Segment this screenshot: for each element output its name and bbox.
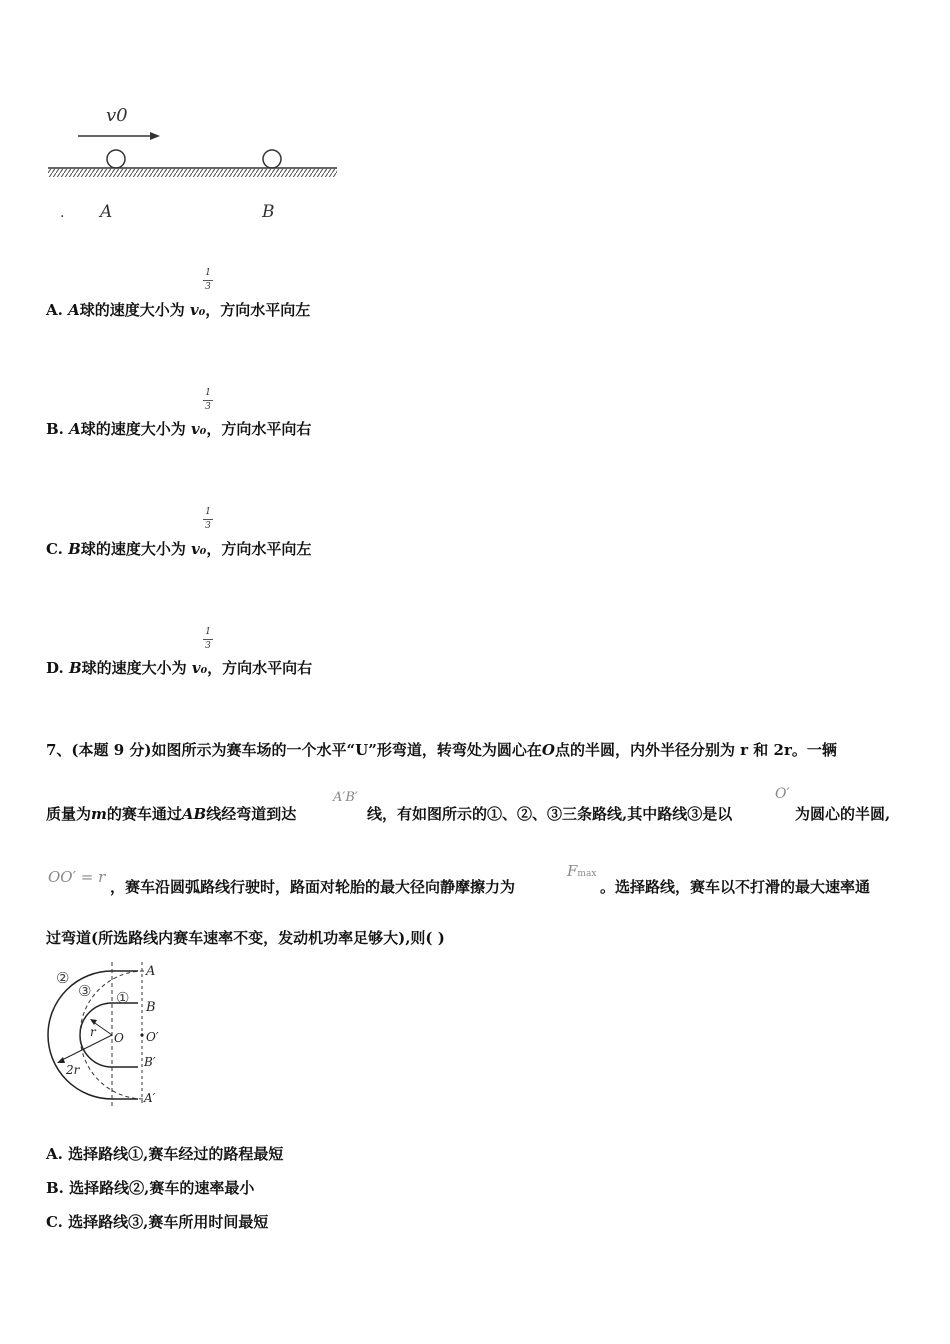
label-2r: 2r [66,1063,80,1077]
math-f-max: Fmax [567,862,597,880]
velocity-symbol: v₀ [190,301,206,319]
option-direction: ，方向水平向左 [205,301,311,319]
ball-b-label: B [262,202,275,222]
label-b: B [146,1000,156,1015]
option-text: 球的速度大小为 [79,301,185,319]
label-r: r [90,1025,96,1039]
option-direction: ，方向水平向右 [206,420,312,438]
label-o-prime: O′ [146,1030,159,1044]
ball-name: B [68,540,81,558]
option-text: 球的速度大小为 [80,540,186,558]
ball-name: B [68,659,82,677]
q7-option-a[interactable] [46,1143,283,1164]
option-letter: D. [46,659,64,677]
ball-name: A [69,420,81,438]
q7-stem-line-3: ，赛车沿圆弧路线行驶时，路面对轮胎的最大径向静摩擦力为 [110,878,516,896]
q7-stem-line-2b: 线，有如图所示的①、②、③三条路线,其中路线③是以 [367,805,733,823]
ball-a [107,150,125,168]
velocity-symbol: v₀ [191,540,207,558]
option-letter: A. [46,301,63,319]
radius-2r-arrowhead [57,1057,65,1063]
center-o-prime [140,1033,143,1036]
option-letter: A. [46,1145,63,1163]
label-o: O [114,1031,124,1045]
option-text: 选择路线①,赛车经过的路程最短 [68,1145,284,1163]
q7-stem-line-1: 7、(本题 9 分)如图所示为赛车场的一个水平“U”形弯道，转弯处为圆心在O点的半圆，内外半径分别为 r 和 2r。一辆 [46,741,837,759]
q7-option-c[interactable] [46,1211,268,1232]
figure-u-track [40,958,175,1108]
option-direction: ，方向水平向右 [207,659,313,677]
ground-hatch [48,169,337,177]
fraction-one-third: 1 3 [201,388,215,413]
option-letter: C. [46,1213,63,1231]
velocity-arrowhead [150,132,160,140]
label-a-prime: A′ [144,1091,156,1105]
option-text: 球的速度大小为 [81,659,187,677]
option-text: 球的速度大小为 [80,420,186,438]
radius-2r-arrow [60,1035,112,1061]
q7-stem-line-2c: 为圆心的半圆, [795,805,891,823]
q7-stem-line-2: 质量为m的赛车通过AB线经弯道到达 [46,805,297,823]
route-2-label: ② [56,969,70,987]
route-1-label: ① [116,989,130,1007]
math-a-prime-b-prime: A′B′ [333,790,358,805]
fraction-one-third: 1 3 [201,627,215,652]
route-3-label: ③ [78,982,92,1000]
option-text: 选择路线③,赛车所用时间最短 [68,1213,269,1231]
velocity-symbol: v₀ [191,659,208,677]
option-letter: B. [46,420,64,438]
dot-mark: . [60,205,65,221]
math-o-prime: O′ [775,786,790,802]
figure-two-balls [40,95,350,230]
fraction-one-third: 1 3 [201,268,215,293]
q7-option-b[interactable] [46,1177,254,1198]
math-oo-prime-equals-r: OO′ = r [48,868,106,886]
ball-b [263,150,281,168]
ball-name: A [68,301,80,319]
velocity-symbol: v₀ [191,420,207,438]
option-letter: B. [46,1179,64,1197]
label-b-prime: B′ [144,1055,156,1069]
ball-a-label: A [100,202,113,222]
inner-track [80,1003,138,1067]
fraction-one-third: 1 3 [201,507,215,532]
option-direction: ，方向水平向左 [206,540,312,558]
velocity-label: v0 [106,105,128,126]
q7-stem-line-3b: 。选择路线，赛车以不打滑的最大速率通 [600,878,871,896]
label-a: A [146,964,156,979]
option-letter: C. [46,540,63,558]
q7-stem-line-4: 过弯道(所选路线内赛车速率不变，发动机功率足够大),则( ) [46,929,445,947]
option-text: 选择路线②,赛车的速率最小 [69,1179,255,1197]
